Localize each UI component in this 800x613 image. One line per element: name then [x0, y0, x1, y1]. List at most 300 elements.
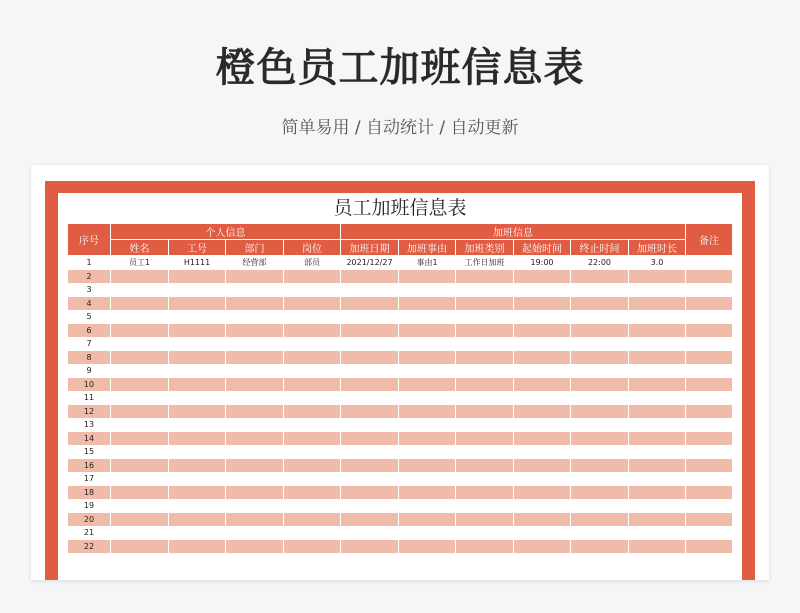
- cell-end[interactable]: [571, 405, 629, 419]
- cell-category[interactable]: [456, 297, 514, 311]
- page-subtitle: 简单易用 / 自动统计 / 自动更新: [281, 118, 519, 138]
- cell-post[interactable]: [284, 283, 341, 297]
- cell-duration[interactable]: [629, 540, 686, 554]
- cell-no[interactable]: 9: [68, 364, 111, 378]
- cell-duration[interactable]: [629, 297, 686, 311]
- cell-date[interactable]: [341, 364, 399, 378]
- cell-post[interactable]: [284, 337, 341, 351]
- column-header-post: 岗位: [284, 240, 341, 256]
- cell-duration[interactable]: [629, 526, 686, 540]
- cell-emp-id[interactable]: [169, 540, 226, 554]
- cell-remark[interactable]: [686, 324, 733, 338]
- cell-name[interactable]: 员工1: [111, 256, 169, 270]
- table-row: [68, 513, 733, 527]
- cell-remark[interactable]: [686, 310, 733, 324]
- cell-emp-id[interactable]: H1111: [169, 256, 226, 270]
- cell-end[interactable]: [571, 324, 629, 338]
- cell-emp-id[interactable]: [169, 378, 226, 392]
- cell-emp-id[interactable]: [169, 337, 226, 351]
- column-header-name: 姓名: [111, 240, 169, 256]
- cell-category[interactable]: [456, 270, 514, 284]
- cell-date[interactable]: 2021/12/27: [341, 256, 399, 270]
- cell-duration[interactable]: [629, 283, 686, 297]
- cell-end[interactable]: [571, 445, 629, 459]
- cell-duration[interactable]: [629, 432, 686, 446]
- cell-emp-id[interactable]: [169, 499, 226, 513]
- cell-category[interactable]: [456, 513, 514, 527]
- cell-emp-id[interactable]: [169, 459, 226, 473]
- cell-dept[interactable]: [226, 526, 284, 540]
- cell-emp-id[interactable]: [169, 270, 226, 284]
- cell-name[interactable]: [111, 486, 169, 500]
- cell-no[interactable]: 5: [68, 310, 111, 324]
- cell-duration[interactable]: [629, 310, 686, 324]
- table-row: [68, 256, 733, 270]
- cell-reason[interactable]: [399, 391, 456, 405]
- cell-post[interactable]: [284, 472, 341, 486]
- cell-reason[interactable]: [399, 297, 456, 311]
- cell-no[interactable]: 16: [68, 459, 111, 473]
- cell-start[interactable]: [514, 472, 571, 486]
- table-row: [68, 445, 733, 459]
- cell-dept[interactable]: [226, 445, 284, 459]
- cell-dept[interactable]: [226, 337, 284, 351]
- cell-start[interactable]: [514, 486, 571, 500]
- cell-name[interactable]: [111, 364, 169, 378]
- table-row: [68, 391, 733, 405]
- cell-start[interactable]: [514, 310, 571, 324]
- cell-reason[interactable]: [399, 283, 456, 297]
- cell-remark[interactable]: [686, 378, 733, 392]
- cell-dept[interactable]: [226, 499, 284, 513]
- cell-reason[interactable]: [399, 270, 456, 284]
- cell-date[interactable]: [341, 283, 399, 297]
- cell-no[interactable]: 8: [68, 351, 111, 365]
- cell-start[interactable]: [514, 432, 571, 446]
- cell-end[interactable]: [571, 513, 629, 527]
- cell-dept[interactable]: 经营部: [226, 256, 284, 270]
- cell-remark[interactable]: [686, 351, 733, 365]
- cell-duration[interactable]: [629, 324, 686, 338]
- column-header-dept: 部门: [226, 240, 284, 256]
- cell-date[interactable]: [341, 324, 399, 338]
- cell-remark[interactable]: [686, 391, 733, 405]
- column-header-index: 序号: [68, 224, 111, 256]
- cell-category[interactable]: [456, 310, 514, 324]
- cell-name[interactable]: [111, 270, 169, 284]
- cell-emp-id[interactable]: [169, 405, 226, 419]
- cell-no[interactable]: 10: [68, 378, 111, 392]
- cell-category[interactable]: [456, 324, 514, 338]
- cell-emp-id[interactable]: [169, 364, 226, 378]
- cell-no[interactable]: 1: [68, 256, 111, 270]
- cell-reason[interactable]: [399, 351, 456, 365]
- cell-date[interactable]: [341, 405, 399, 419]
- column-header-date: 加班日期: [341, 240, 399, 256]
- table-row: [68, 486, 733, 500]
- cell-no[interactable]: 13: [68, 418, 111, 432]
- cell-name[interactable]: [111, 513, 169, 527]
- cell-category[interactable]: [456, 432, 514, 446]
- cell-name[interactable]: [111, 283, 169, 297]
- cell-emp-id[interactable]: [169, 324, 226, 338]
- cell-end[interactable]: [571, 486, 629, 500]
- cell-duration[interactable]: [629, 445, 686, 459]
- cell-name[interactable]: [111, 445, 169, 459]
- cell-remark[interactable]: [686, 513, 733, 527]
- cell-remark[interactable]: [686, 297, 733, 311]
- cell-post[interactable]: [284, 513, 341, 527]
- cell-reason[interactable]: 事由1: [399, 256, 456, 270]
- cell-name[interactable]: [111, 499, 169, 513]
- cell-date[interactable]: [341, 378, 399, 392]
- cell-category[interactable]: [456, 337, 514, 351]
- cell-post[interactable]: [284, 391, 341, 405]
- table-row: [68, 364, 733, 378]
- cell-dept[interactable]: [226, 351, 284, 365]
- cell-emp-id[interactable]: [169, 418, 226, 432]
- cell-dept[interactable]: [226, 324, 284, 338]
- cell-date[interactable]: [341, 432, 399, 446]
- cell-name[interactable]: [111, 324, 169, 338]
- cell-date[interactable]: [341, 418, 399, 432]
- cell-category[interactable]: [456, 526, 514, 540]
- cell-reason[interactable]: [399, 324, 456, 338]
- cell-end[interactable]: [571, 378, 629, 392]
- cell-start[interactable]: [514, 391, 571, 405]
- cell-emp-id[interactable]: [169, 445, 226, 459]
- cell-remark[interactable]: [686, 418, 733, 432]
- cell-dept[interactable]: [226, 310, 284, 324]
- cell-reason[interactable]: [399, 459, 456, 473]
- cell-name[interactable]: [111, 351, 169, 365]
- cell-end[interactable]: [571, 459, 629, 473]
- cell-reason[interactable]: [399, 405, 456, 419]
- cell-date[interactable]: [341, 513, 399, 527]
- cell-category[interactable]: [456, 540, 514, 554]
- cell-dept[interactable]: [226, 270, 284, 284]
- cell-date[interactable]: [341, 499, 399, 513]
- cell-end[interactable]: [571, 391, 629, 405]
- cell-post[interactable]: [284, 445, 341, 459]
- column-header-start: 起始时间: [514, 240, 571, 256]
- cell-duration[interactable]: [629, 364, 686, 378]
- cell-post[interactable]: [284, 486, 341, 500]
- cell-no[interactable]: 22: [68, 540, 111, 554]
- table-row: [68, 432, 733, 446]
- column-header-emp-id: 工号: [169, 240, 226, 256]
- cell-dept[interactable]: [226, 472, 284, 486]
- table-row: [68, 526, 733, 540]
- cell-name[interactable]: [111, 297, 169, 311]
- cell-duration[interactable]: [629, 378, 686, 392]
- cell-category[interactable]: [456, 391, 514, 405]
- cell-remark[interactable]: [686, 540, 733, 554]
- cell-date[interactable]: [341, 351, 399, 365]
- cell-emp-id[interactable]: [169, 351, 226, 365]
- cell-duration[interactable]: 3.0: [629, 256, 686, 270]
- cell-reason[interactable]: [399, 432, 456, 446]
- cell-name[interactable]: [111, 540, 169, 554]
- cell-dept[interactable]: [226, 432, 284, 446]
- cell-post[interactable]: [284, 378, 341, 392]
- cell-name[interactable]: [111, 391, 169, 405]
- cell-no[interactable]: 6: [68, 324, 111, 338]
- cell-dept[interactable]: [226, 405, 284, 419]
- cell-start[interactable]: [514, 364, 571, 378]
- cell-date[interactable]: [341, 297, 399, 311]
- cell-remark[interactable]: [686, 486, 733, 500]
- cell-no[interactable]: 11: [68, 391, 111, 405]
- cell-duration[interactable]: [629, 270, 686, 284]
- cell-dept[interactable]: [226, 297, 284, 311]
- cell-post[interactable]: [284, 432, 341, 446]
- cell-duration[interactable]: [629, 405, 686, 419]
- cell-emp-id[interactable]: [169, 310, 226, 324]
- header-row-columns: [68, 240, 733, 256]
- cell-category[interactable]: [456, 283, 514, 297]
- cell-dept[interactable]: [226, 513, 284, 527]
- cell-date[interactable]: [341, 310, 399, 324]
- cell-post[interactable]: [284, 405, 341, 419]
- cell-category[interactable]: [456, 459, 514, 473]
- cell-post[interactable]: [284, 459, 341, 473]
- cell-category[interactable]: [456, 378, 514, 392]
- cell-remark[interactable]: [686, 337, 733, 351]
- cell-no[interactable]: 12: [68, 405, 111, 419]
- cell-end[interactable]: [571, 364, 629, 378]
- cell-category[interactable]: [456, 486, 514, 500]
- cell-remark[interactable]: [686, 270, 733, 284]
- cell-reason[interactable]: [399, 472, 456, 486]
- cell-duration[interactable]: [629, 418, 686, 432]
- cell-no[interactable]: 7: [68, 337, 111, 351]
- table-row: [68, 472, 733, 486]
- cell-start[interactable]: [514, 351, 571, 365]
- cell-date[interactable]: [341, 459, 399, 473]
- cell-start[interactable]: [514, 270, 571, 284]
- cell-remark[interactable]: [686, 472, 733, 486]
- column-header-category: 加班类别: [456, 240, 514, 256]
- cell-start[interactable]: 19:00: [514, 256, 571, 270]
- cell-duration[interactable]: [629, 337, 686, 351]
- cell-end[interactable]: [571, 283, 629, 297]
- cell-duration[interactable]: [629, 472, 686, 486]
- cell-remark[interactable]: [686, 526, 733, 540]
- cell-emp-id[interactable]: [169, 513, 226, 527]
- cell-reason[interactable]: [399, 418, 456, 432]
- cell-end[interactable]: [571, 432, 629, 446]
- cell-dept[interactable]: [226, 364, 284, 378]
- cell-no[interactable]: 19: [68, 499, 111, 513]
- cell-post[interactable]: [284, 526, 341, 540]
- table-row: [68, 270, 733, 284]
- cell-end[interactable]: 22:00: [571, 256, 629, 270]
- cell-no[interactable]: 2: [68, 270, 111, 284]
- cell-start[interactable]: [514, 445, 571, 459]
- cell-emp-id[interactable]: [169, 283, 226, 297]
- cell-name[interactable]: [111, 526, 169, 540]
- cell-dept[interactable]: [226, 486, 284, 500]
- cell-post[interactable]: [284, 364, 341, 378]
- cell-date[interactable]: [341, 486, 399, 500]
- column-header-end: 终止时间: [571, 240, 629, 256]
- cell-post[interactable]: [284, 310, 341, 324]
- cell-category[interactable]: [456, 499, 514, 513]
- cell-name[interactable]: [111, 378, 169, 392]
- cell-no[interactable]: 18: [68, 486, 111, 500]
- table-row: [68, 540, 733, 554]
- cell-date[interactable]: [341, 337, 399, 351]
- cell-category[interactable]: 工作日加班: [456, 256, 514, 270]
- cell-duration[interactable]: [629, 513, 686, 527]
- cell-dept[interactable]: [226, 378, 284, 392]
- cell-remark[interactable]: [686, 256, 733, 270]
- table-row: [68, 324, 733, 338]
- cell-name[interactable]: [111, 418, 169, 432]
- cell-reason[interactable]: [399, 310, 456, 324]
- cell-no[interactable]: 4: [68, 297, 111, 311]
- cell-dept[interactable]: [226, 391, 284, 405]
- cell-start[interactable]: [514, 405, 571, 419]
- cell-name[interactable]: [111, 432, 169, 446]
- cell-reason[interactable]: [399, 513, 456, 527]
- cell-date[interactable]: [341, 391, 399, 405]
- cell-end[interactable]: [571, 418, 629, 432]
- overtime-table: [67, 223, 733, 553]
- cell-emp-id[interactable]: [169, 526, 226, 540]
- cell-reason[interactable]: [399, 445, 456, 459]
- cell-end[interactable]: [571, 526, 629, 540]
- cell-reason[interactable]: [399, 499, 456, 513]
- column-group-personal: 个人信息: [111, 224, 341, 240]
- cell-start[interactable]: [514, 499, 571, 513]
- cell-category[interactable]: [456, 351, 514, 365]
- cell-category[interactable]: [456, 364, 514, 378]
- cell-start[interactable]: [514, 540, 571, 554]
- cell-name[interactable]: [111, 472, 169, 486]
- page-title: 橙色员工加班信息表: [215, 45, 585, 91]
- cell-name[interactable]: [111, 310, 169, 324]
- sheet-content: [58, 193, 742, 580]
- cell-reason[interactable]: [399, 526, 456, 540]
- cell-post[interactable]: [284, 540, 341, 554]
- cell-dept[interactable]: [226, 459, 284, 473]
- cell-category[interactable]: [456, 405, 514, 419]
- cell-post[interactable]: [284, 418, 341, 432]
- cell-category[interactable]: [456, 472, 514, 486]
- cell-start[interactable]: [514, 378, 571, 392]
- cell-dept[interactable]: [226, 283, 284, 297]
- cell-end[interactable]: [571, 270, 629, 284]
- cell-duration[interactable]: [629, 499, 686, 513]
- cell-no[interactable]: 15: [68, 445, 111, 459]
- cell-post[interactable]: [284, 297, 341, 311]
- cell-end[interactable]: [571, 310, 629, 324]
- column-header-reason: 加班事由: [399, 240, 456, 256]
- cell-start[interactable]: [514, 283, 571, 297]
- cell-no[interactable]: 14: [68, 432, 111, 446]
- cell-emp-id[interactable]: [169, 297, 226, 311]
- cell-emp-id[interactable]: [169, 391, 226, 405]
- cell-date[interactable]: [341, 472, 399, 486]
- cell-remark[interactable]: [686, 283, 733, 297]
- cell-name[interactable]: [111, 337, 169, 351]
- cell-reason[interactable]: [399, 364, 456, 378]
- cell-post[interactable]: [284, 270, 341, 284]
- cell-name[interactable]: [111, 405, 169, 419]
- header-row-groups: [68, 224, 733, 240]
- cell-no[interactable]: 17: [68, 472, 111, 486]
- cell-duration[interactable]: [629, 351, 686, 365]
- cell-remark[interactable]: [686, 459, 733, 473]
- cell-start[interactable]: [514, 297, 571, 311]
- cell-end[interactable]: [571, 297, 629, 311]
- cell-no[interactable]: 3: [68, 283, 111, 297]
- cell-duration[interactable]: [629, 391, 686, 405]
- cell-remark[interactable]: [686, 405, 733, 419]
- cell-dept[interactable]: [226, 540, 284, 554]
- cell-date[interactable]: [341, 445, 399, 459]
- cell-remark[interactable]: [686, 432, 733, 446]
- cell-emp-id[interactable]: [169, 432, 226, 446]
- cell-date[interactable]: [341, 526, 399, 540]
- cell-reason[interactable]: [399, 378, 456, 392]
- cell-remark[interactable]: [686, 445, 733, 459]
- cell-start[interactable]: [514, 324, 571, 338]
- column-header-remark: 备注: [686, 224, 733, 256]
- cell-reason[interactable]: [399, 540, 456, 554]
- cell-start[interactable]: [514, 513, 571, 527]
- cell-end[interactable]: [571, 337, 629, 351]
- table-row: [68, 378, 733, 392]
- cell-reason[interactable]: [399, 337, 456, 351]
- cell-remark[interactable]: [686, 364, 733, 378]
- cell-post[interactable]: [284, 351, 341, 365]
- cell-date[interactable]: [341, 540, 399, 554]
- cell-post[interactable]: 部员: [284, 256, 341, 270]
- table-row: [68, 351, 733, 365]
- cell-emp-id[interactable]: [169, 472, 226, 486]
- cell-duration[interactable]: [629, 486, 686, 500]
- cell-emp-id[interactable]: [169, 486, 226, 500]
- cell-post[interactable]: [284, 499, 341, 513]
- cell-reason[interactable]: [399, 486, 456, 500]
- cell-end[interactable]: [571, 472, 629, 486]
- cell-category[interactable]: [456, 445, 514, 459]
- cell-end[interactable]: [571, 499, 629, 513]
- table-row: [68, 283, 733, 297]
- table-row: [68, 337, 733, 351]
- cell-start[interactable]: [514, 418, 571, 432]
- cell-start[interactable]: [514, 337, 571, 351]
- cell-remark[interactable]: [686, 499, 733, 513]
- cell-post[interactable]: [284, 324, 341, 338]
- cell-start[interactable]: [514, 526, 571, 540]
- cell-category[interactable]: [456, 418, 514, 432]
- cell-no[interactable]: 21: [68, 526, 111, 540]
- cell-no[interactable]: 20: [68, 513, 111, 527]
- cell-dept[interactable]: [226, 418, 284, 432]
- cell-start[interactable]: [514, 459, 571, 473]
- cell-name[interactable]: [111, 459, 169, 473]
- table-row: [68, 405, 733, 419]
- column-header-duration: 加班时长: [629, 240, 686, 256]
- cell-duration[interactable]: [629, 459, 686, 473]
- cell-end[interactable]: [571, 351, 629, 365]
- cell-date[interactable]: [341, 270, 399, 284]
- cell-end[interactable]: [571, 540, 629, 554]
